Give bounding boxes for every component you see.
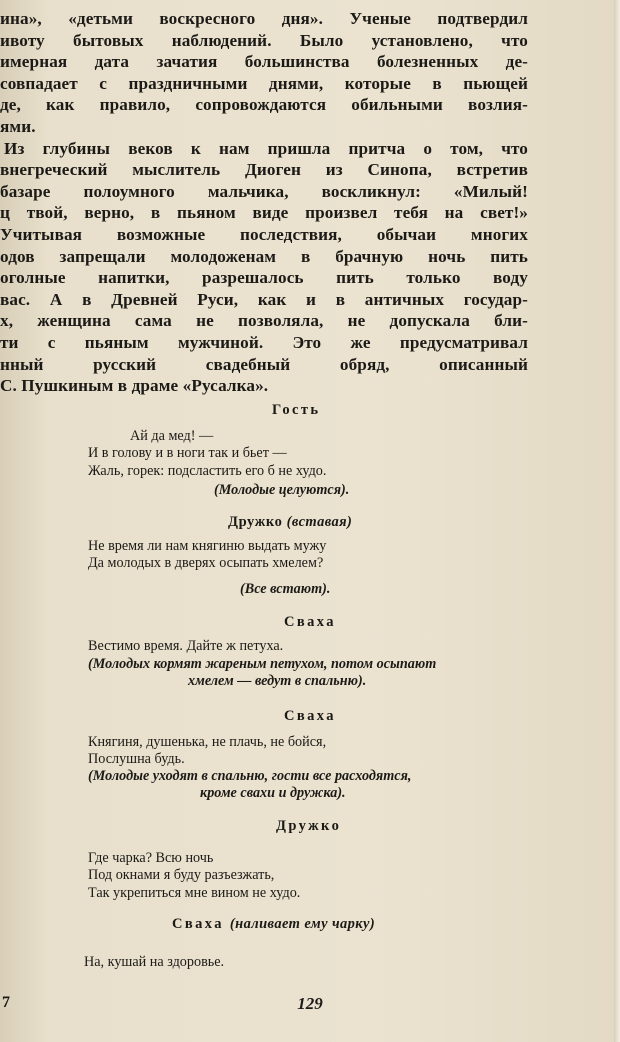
speaker-name: Сваха — [172, 916, 224, 932]
corner-mark: 7 — [2, 994, 10, 1011]
prose-line: имерная дата зачатия большинства болезненных де- — [0, 52, 528, 72]
speaker-direction: (вставая) — [286, 514, 353, 530]
verse-line: Жаль, горек: подсластить его б не худо. — [88, 462, 327, 479]
prose-line: Учитывая возможные последствия, обычаи многих — [0, 224, 528, 244]
stage-line: хмелем — ведут в спальню). — [188, 673, 367, 690]
verse-line: Где чарка? Всю ночь — [88, 850, 214, 866]
prose-line: вас. А в Древней Руси, как и в античных государ- — [0, 289, 528, 309]
verse-line: Да молодых в дверях осыпать хмелем? — [88, 555, 324, 572]
speaker-druzhko: Дружко — [276, 818, 342, 834]
page-edge — [614, 0, 620, 1042]
stage-direction: (Молодые целуются). — [214, 482, 350, 498]
speaker-gost: Гость — [272, 402, 321, 418]
stage-line: кроме свахи и дружка). — [200, 785, 346, 802]
speaker-svakha — [172, 916, 375, 933]
verse-line: На, кушай на здоровье. — [84, 954, 225, 970]
stage-direction — [88, 768, 411, 803]
prose-block — [0, 8, 528, 397]
stage-line: (Молодые уходят в спальню, гости все расходятся, — [88, 768, 412, 784]
prose-line: оголные напитки, разрешалось пить только воду — [0, 268, 528, 288]
prose-line: одов запрещали молодоженам в брачную ночь пить — [0, 246, 528, 266]
verse-line: Не время ли нам княгиню выдать мужу — [88, 538, 327, 554]
speaker-svakha: Сваха — [284, 614, 336, 630]
speaker-name: Дружко — [228, 514, 283, 530]
verse-line: Так укрепиться мне вином не худо. — [88, 884, 301, 901]
stage-direction: (Все встают). — [240, 581, 331, 597]
prose-line: де, как правило, сопровождаются обильными возлия- — [0, 95, 528, 115]
prose-line: ивоту бытовых наблюдений. Было установлено, что — [0, 30, 528, 50]
verse-line: Под окнами я буду разъезжать, — [88, 867, 275, 884]
verse-druzhko — [88, 850, 300, 902]
prose-line: С. Пушкиным в драме «Русалка». — [0, 376, 269, 396]
prose-line: х, женщина сама не позволяла, не допускала бли- — [0, 311, 528, 331]
verse-line: Послушна будь. — [88, 751, 185, 768]
verse-druzhko — [88, 538, 326, 573]
prose-line: ина», «детьми воскресного дня». Ученые подтвердил — [0, 9, 528, 28]
verse-svakha — [88, 734, 326, 769]
verse-line: Вестимо время. Дайте ж петуха. — [88, 638, 284, 654]
prose-line: Из глубины веков к нам пришла притча о том, что — [4, 138, 528, 158]
prose-line: внегреческий мыслитель Диоген из Синопа, встретив — [0, 160, 528, 180]
verse-line: Ай да мед! — — [130, 428, 214, 444]
prose-line: совпадает с праздничными днями, которые в пьющей — [0, 73, 528, 93]
speaker-direction: (наливает ему чарку) — [229, 916, 376, 932]
prose-line: ями. — [0, 116, 36, 136]
stage-direction — [88, 656, 436, 691]
speaker-druzhko — [228, 514, 352, 531]
speaker-svakha: Сваха — [284, 708, 336, 724]
prose-line: нный русский свадебный обряд, описанный — [0, 354, 528, 374]
prose-line: ц твой, верно, в пьяном виде произвел тебя на свет!» — [0, 203, 528, 223]
verse-gost — [88, 428, 326, 480]
prose-line: ти с пьяным мужчиной. Это же предусматривал — [0, 332, 528, 352]
stage-line: (Молодых кормят жареным петухом, потом осыпают — [88, 656, 437, 672]
prose-line: базаре полоумного мальчика, воскликнул: «Милый! — [0, 181, 528, 201]
verse-line: И в голову и в ноги так и бьет — — [88, 445, 287, 462]
verse-svakha — [84, 954, 224, 971]
verse-line: Княгиня, душенька, не плачь, не бойся, — [88, 734, 327, 750]
verse-svakha — [88, 638, 283, 655]
page-number: 129 — [297, 994, 323, 1013]
